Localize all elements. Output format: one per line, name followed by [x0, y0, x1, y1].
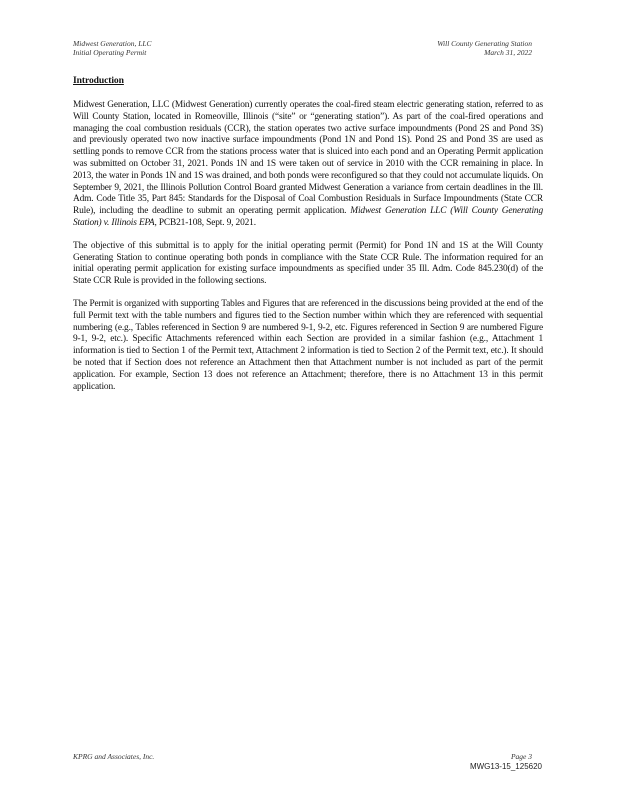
- footer-company: KPRG and Associates, Inc.: [73, 752, 155, 761]
- header-right: [437, 39, 532, 57]
- body-text: [73, 100, 543, 404]
- header-company: Midwest Generation, LLC: [73, 39, 152, 48]
- paragraph-objective: The objective of this submittal is to apply for the initial operating permit (Permit) for Pond 1N and 1S at the Will County Generating Station to continue operating both ponds in compliance with the State CCR Rule. The information required for an initial operating permit application for existing surface impoundments as specified under 35 Ill. Adm. Code 845.230(d) of the State CCR Rule is provided in the following sections.: [73, 240, 543, 287]
- header-station: Will County Generating Station: [437, 39, 532, 48]
- header-doc-type: Initial Operating Permit: [73, 48, 147, 57]
- section-heading: Introduction: [73, 75, 124, 86]
- footer-page-number: Page 3: [510, 752, 532, 761]
- paragraph-organization: The Permit is organized with supporting Tables and Figures that are referenced in the discussions being provided at the end of the full Permit text with the table numbers and figures tied to the Section number within which they are referenced with sequential numbering (e.g., Tables referenced in Section 9 are numbered 9-1, 9-2, etc. Figures referenced in Section 9 are numbered Figure 9-1, 9-2, etc.). Specific Attachments referenced within each Section are provided in a similar fashion (e.g., Attachment 1 information is tied to Section 1 of the Permit text, Attachment 2 information is tied to Section 2 of the Permit text, etc.). It should be noted that if Section does not reference an Attachment then that Attachment number is not included as part of the permit application. For example, Section 13 does not reference an Attachment; therefore, there is no Attachment 13 in this permit application.: [73, 298, 543, 392]
- paragraph-intro: [73, 100, 543, 230]
- document-id: MWG13-15_125620: [469, 762, 542, 771]
- case-citation-italic: Midwest Generation LLC (Will County Generating Station) v. Illinois EPA,: [73, 206, 544, 228]
- case-citation-rest: PCB21-108, Sept. 9, 2021.: [158, 217, 256, 228]
- header-date: March 31, 2022: [484, 48, 532, 57]
- paragraph-intro-text: Midwest Generation, LLC (Midwest Generation) currently operates the coal-fired steam electric generating station, referred to as Will County Station, located in Romeoville, Illinois (“site” or “generating station”). As part of the coal-fired operations and managing the coal combustion residuals (CCR), the station operates two active surface impoundments (Pond 2S and Pond 3S) and previously operated two now inactive surface impoundments (Pond 1N and Pond 1S). Pond 2S and Pond 3S are used as settling ponds to remove CCR from the stations process water that is sluiced into each pond and an Operating Permit application was submitted on October 31, 2021. Ponds 1N and 1S were taken out of service in 2010 with the CCR remaining in place. In 2013, the water in Ponds 1N and 1S was drained, and both ponds were reconfigured so that they could not accumulate liquids. On September 9, 2021, the Illinois Pollution Control Board granted Midwest Generation a variance from certain deadlines in the Ill. Adm. Code Title 35, Part 845: Standards for the Disposal of Coal Combustion Residuals in Surface Impoundments (State CCR Rule), including the deadline to submit an operating permit application.: [73, 100, 543, 217]
- header-left: [73, 39, 152, 57]
